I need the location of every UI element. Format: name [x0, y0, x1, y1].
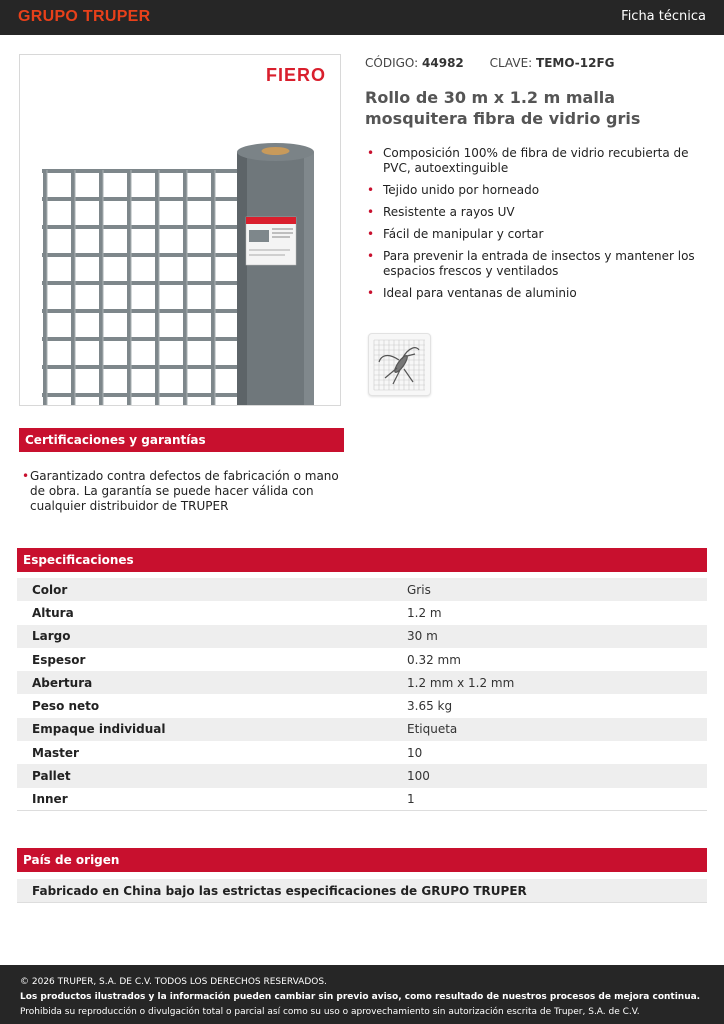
origin-text: Fabricado en China bajo las estrictas especificaciones de GRUPO TRUPER [17, 879, 707, 903]
table-row [17, 788, 707, 811]
codigo-value: 44982 [422, 56, 464, 70]
feature-item: • Fácil de manipular y cortar [365, 227, 710, 242]
spec-label: Altura [32, 605, 74, 620]
feature-item: • Resistente a rayos UV [365, 205, 710, 220]
clave-value: TEMO-12FG [536, 56, 615, 70]
table-row [17, 718, 707, 741]
footer [0, 965, 724, 1024]
spec-label: Color [32, 582, 68, 597]
feature-item: • Para prevenir la entrada de insectos y mantener los espacios frescos y ventilados [365, 249, 710, 279]
table-row [17, 764, 707, 787]
table-row [17, 625, 707, 648]
table-row [17, 671, 707, 694]
warranty-text: • Garantizado contra defectos de fabricación o mano de obra. La garantía se puede hacer válida con cualquier distribuidor de TRUPER [22, 469, 342, 514]
spec-label: Peso neto [32, 699, 100, 714]
spec-label: Pallet [32, 769, 71, 784]
table-row [17, 601, 707, 624]
footer-copyright: © 2026 TRUPER, S.A. DE C.V. TODOS LOS DERECHOS RESERVADOS. [20, 977, 327, 987]
spec-value: 1.2 m [407, 605, 442, 620]
spec-label: Empaque individual [32, 722, 166, 737]
specifications-table [17, 578, 707, 811]
spec-value: 0.32 mm [407, 652, 461, 667]
spec-value: 3.65 kg [407, 699, 453, 714]
spec-label: Master [32, 745, 79, 760]
spec-value: 1.2 mm x 1.2 mm [407, 675, 515, 690]
feature-item: • Composición 100% de fibra de vidrio recubierta de PVC, autoextinguible [365, 146, 710, 176]
spec-label: Espesor [32, 652, 86, 667]
grupo-truper-logo: GRUPO TRUPER [18, 8, 151, 25]
feature-list [365, 146, 710, 308]
certifications-heading: Certificaciones y garantías [19, 428, 344, 452]
table-row [17, 648, 707, 671]
feature-item: • Tejido unido por horneado [365, 183, 710, 198]
footer-disclaimer: Los productos ilustrados y la información pueden cambiar sin previo aviso, como resultado de nuestros procesos de mejora continua. [20, 992, 701, 1002]
table-row [17, 741, 707, 764]
mosquito-mesh-icon [368, 333, 431, 396]
spec-value: 30 m [407, 629, 438, 644]
product-title: Rollo de 30 m x 1.2 m malla mosquitera fibra de vidrio gris [365, 88, 641, 128]
spec-value: Etiqueta [407, 722, 458, 737]
product-image [19, 54, 341, 406]
spec-value: 10 [407, 745, 423, 760]
table-row [17, 578, 707, 601]
spec-value: 100 [407, 769, 430, 784]
codigo-label: CÓDIGO: [365, 56, 419, 70]
mesh-roll-illustration [20, 55, 341, 406]
spec-label: Largo [32, 629, 71, 644]
fiero-logo: FIERO [265, 65, 326, 85]
document-type-label: Ficha técnica [621, 9, 706, 24]
top-bar [0, 0, 724, 35]
spec-value: 1 [407, 792, 415, 807]
feature-item: • Ideal para ventanas de aluminio [365, 286, 710, 301]
spec-label: Abertura [32, 675, 93, 690]
origin-heading: País de origen [17, 848, 707, 872]
clave-label: CLAVE: [489, 56, 533, 70]
table-row [17, 694, 707, 717]
specifications-heading: Especificaciones [17, 548, 707, 572]
spec-value: Gris [407, 582, 431, 597]
product-codes [365, 56, 615, 70]
footer-legal: Prohibida su reproducción o divulgación total o parcial así como su uso o aprovechamiento sin autorización escrita de Truper, S.A. de C.V. [20, 1007, 640, 1017]
spec-label: Inner [32, 792, 68, 807]
